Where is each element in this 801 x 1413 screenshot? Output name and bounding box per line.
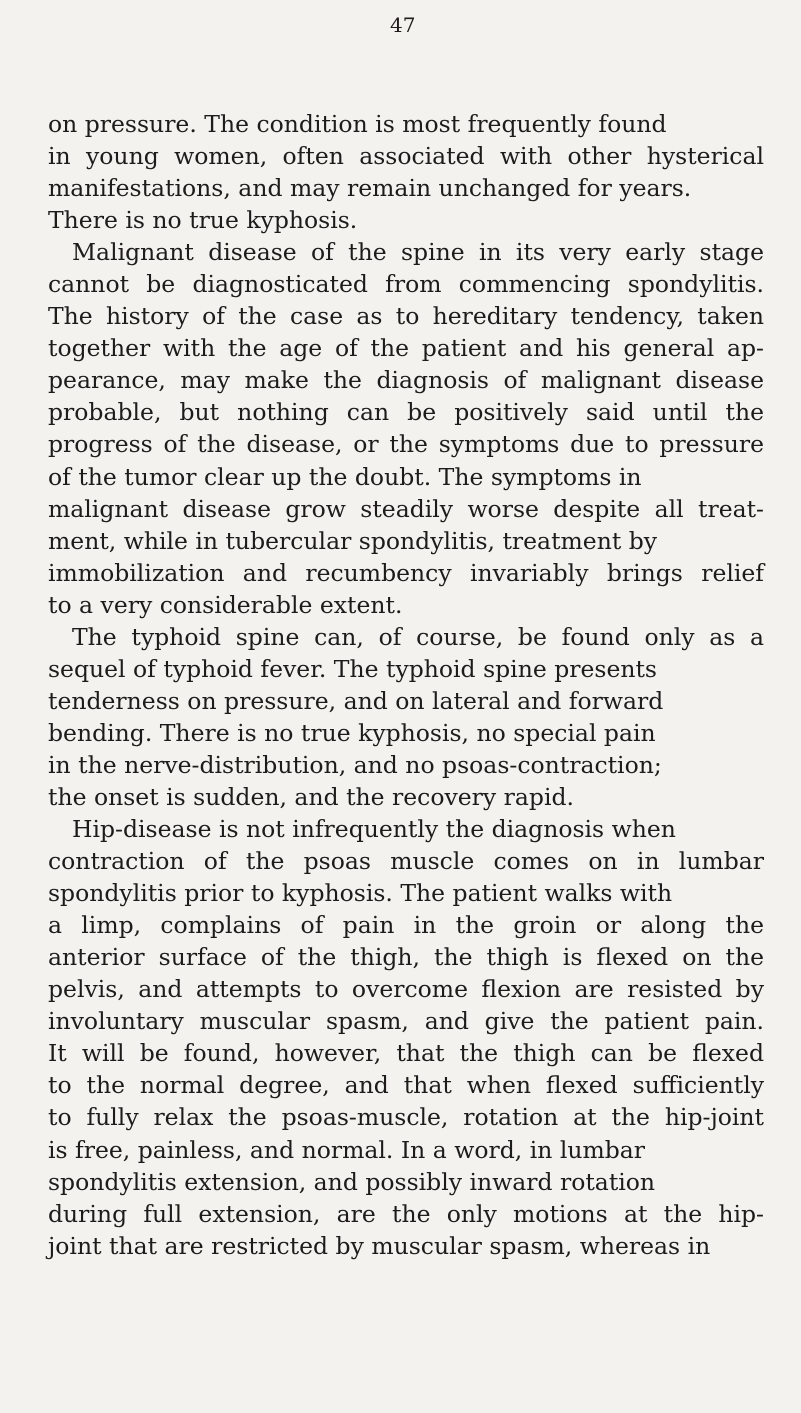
text-line: It will be found, however, that the thigh can be flexed <box>48 1039 764 1068</box>
text-line: ment, while in tubercular spondylitis, treatment by <box>48 526 658 555</box>
page-number: 47 <box>390 13 416 37</box>
text-line: progress of the disease, or the symptoms due to pressure <box>48 430 764 459</box>
text-line: a limp, complains of pain in the groin or along the <box>48 911 764 940</box>
text-line: during full extension, are the only motions at the hip- <box>48 1199 764 1228</box>
text-line: spondylitis extension, and possibly inward rotation <box>48 1167 656 1196</box>
text-line: is free, painless, and normal. In a word, in lumbar <box>48 1135 646 1164</box>
text-line: in the nerve-distribution, and no psoas-contraction; <box>48 750 662 779</box>
text-line: Hip-disease is not infrequently the diagnosis when <box>72 815 676 844</box>
text-line: joint that are restricted by muscular spasm, whereas in <box>48 1231 711 1260</box>
text-line: of the tumor clear up the doubt. The symptoms in <box>48 462 642 491</box>
text-line: bending. There is no true kyphosis, no special pain <box>48 718 656 747</box>
text-line: together with the age of the patient and his general ap- <box>48 334 764 363</box>
text-line: in young women, often associated with other hysterical <box>48 142 764 171</box>
text-line: probable, but nothing can be positively said until the <box>48 398 764 427</box>
text-line: pelvis, and attempts to overcome flexion are resisted by <box>48 975 764 1004</box>
text-line: the onset is sudden, and the recovery rapid. <box>48 782 574 811</box>
text-line: sequel of typhoid fever. The typhoid spine presents <box>48 654 657 683</box>
text-line: immobilization and recumbency invariably brings relief <box>48 558 764 587</box>
text-line: Malignant disease of the spine in its very early stage <box>72 238 764 267</box>
text-line: There is no true kyphosis. <box>48 206 358 235</box>
text-line: contraction of the psoas muscle comes on in lumbar <box>48 847 764 876</box>
text-line: The typhoid spine can, of course, be found only as a <box>72 622 764 651</box>
text-line: tenderness on pressure, and on lateral and forward <box>48 686 664 715</box>
text-line: pearance, may make the diagnosis of malignant disease <box>48 366 764 395</box>
text-line: The history of the case as to hereditary tendency, taken <box>48 302 764 331</box>
text-line: anterior surface of the thigh, the thigh is flexed on the <box>48 943 764 972</box>
text-line: spondylitis prior to kyphosis. The patient walks with <box>48 879 673 908</box>
text-line: malignant disease grow steadily worse despite all treat- <box>48 494 764 523</box>
text-line: to a very considerable extent. <box>48 590 403 619</box>
body-text <box>48 108 764 1262</box>
text-line: manifestations, and may remain unchanged for years. <box>48 174 692 203</box>
text-line: to the normal degree, and that when flexed sufficiently <box>48 1071 764 1100</box>
text-line: cannot be diagnosticated from commencing spondylitis. <box>48 270 764 299</box>
text-line: involuntary muscular spasm, and give the patient pain. <box>48 1007 764 1036</box>
text-line: on pressure. The condition is most frequently found <box>48 110 667 138</box>
text-line: to fully relax the psoas-muscle, rotation at the hip-joint <box>48 1103 764 1132</box>
